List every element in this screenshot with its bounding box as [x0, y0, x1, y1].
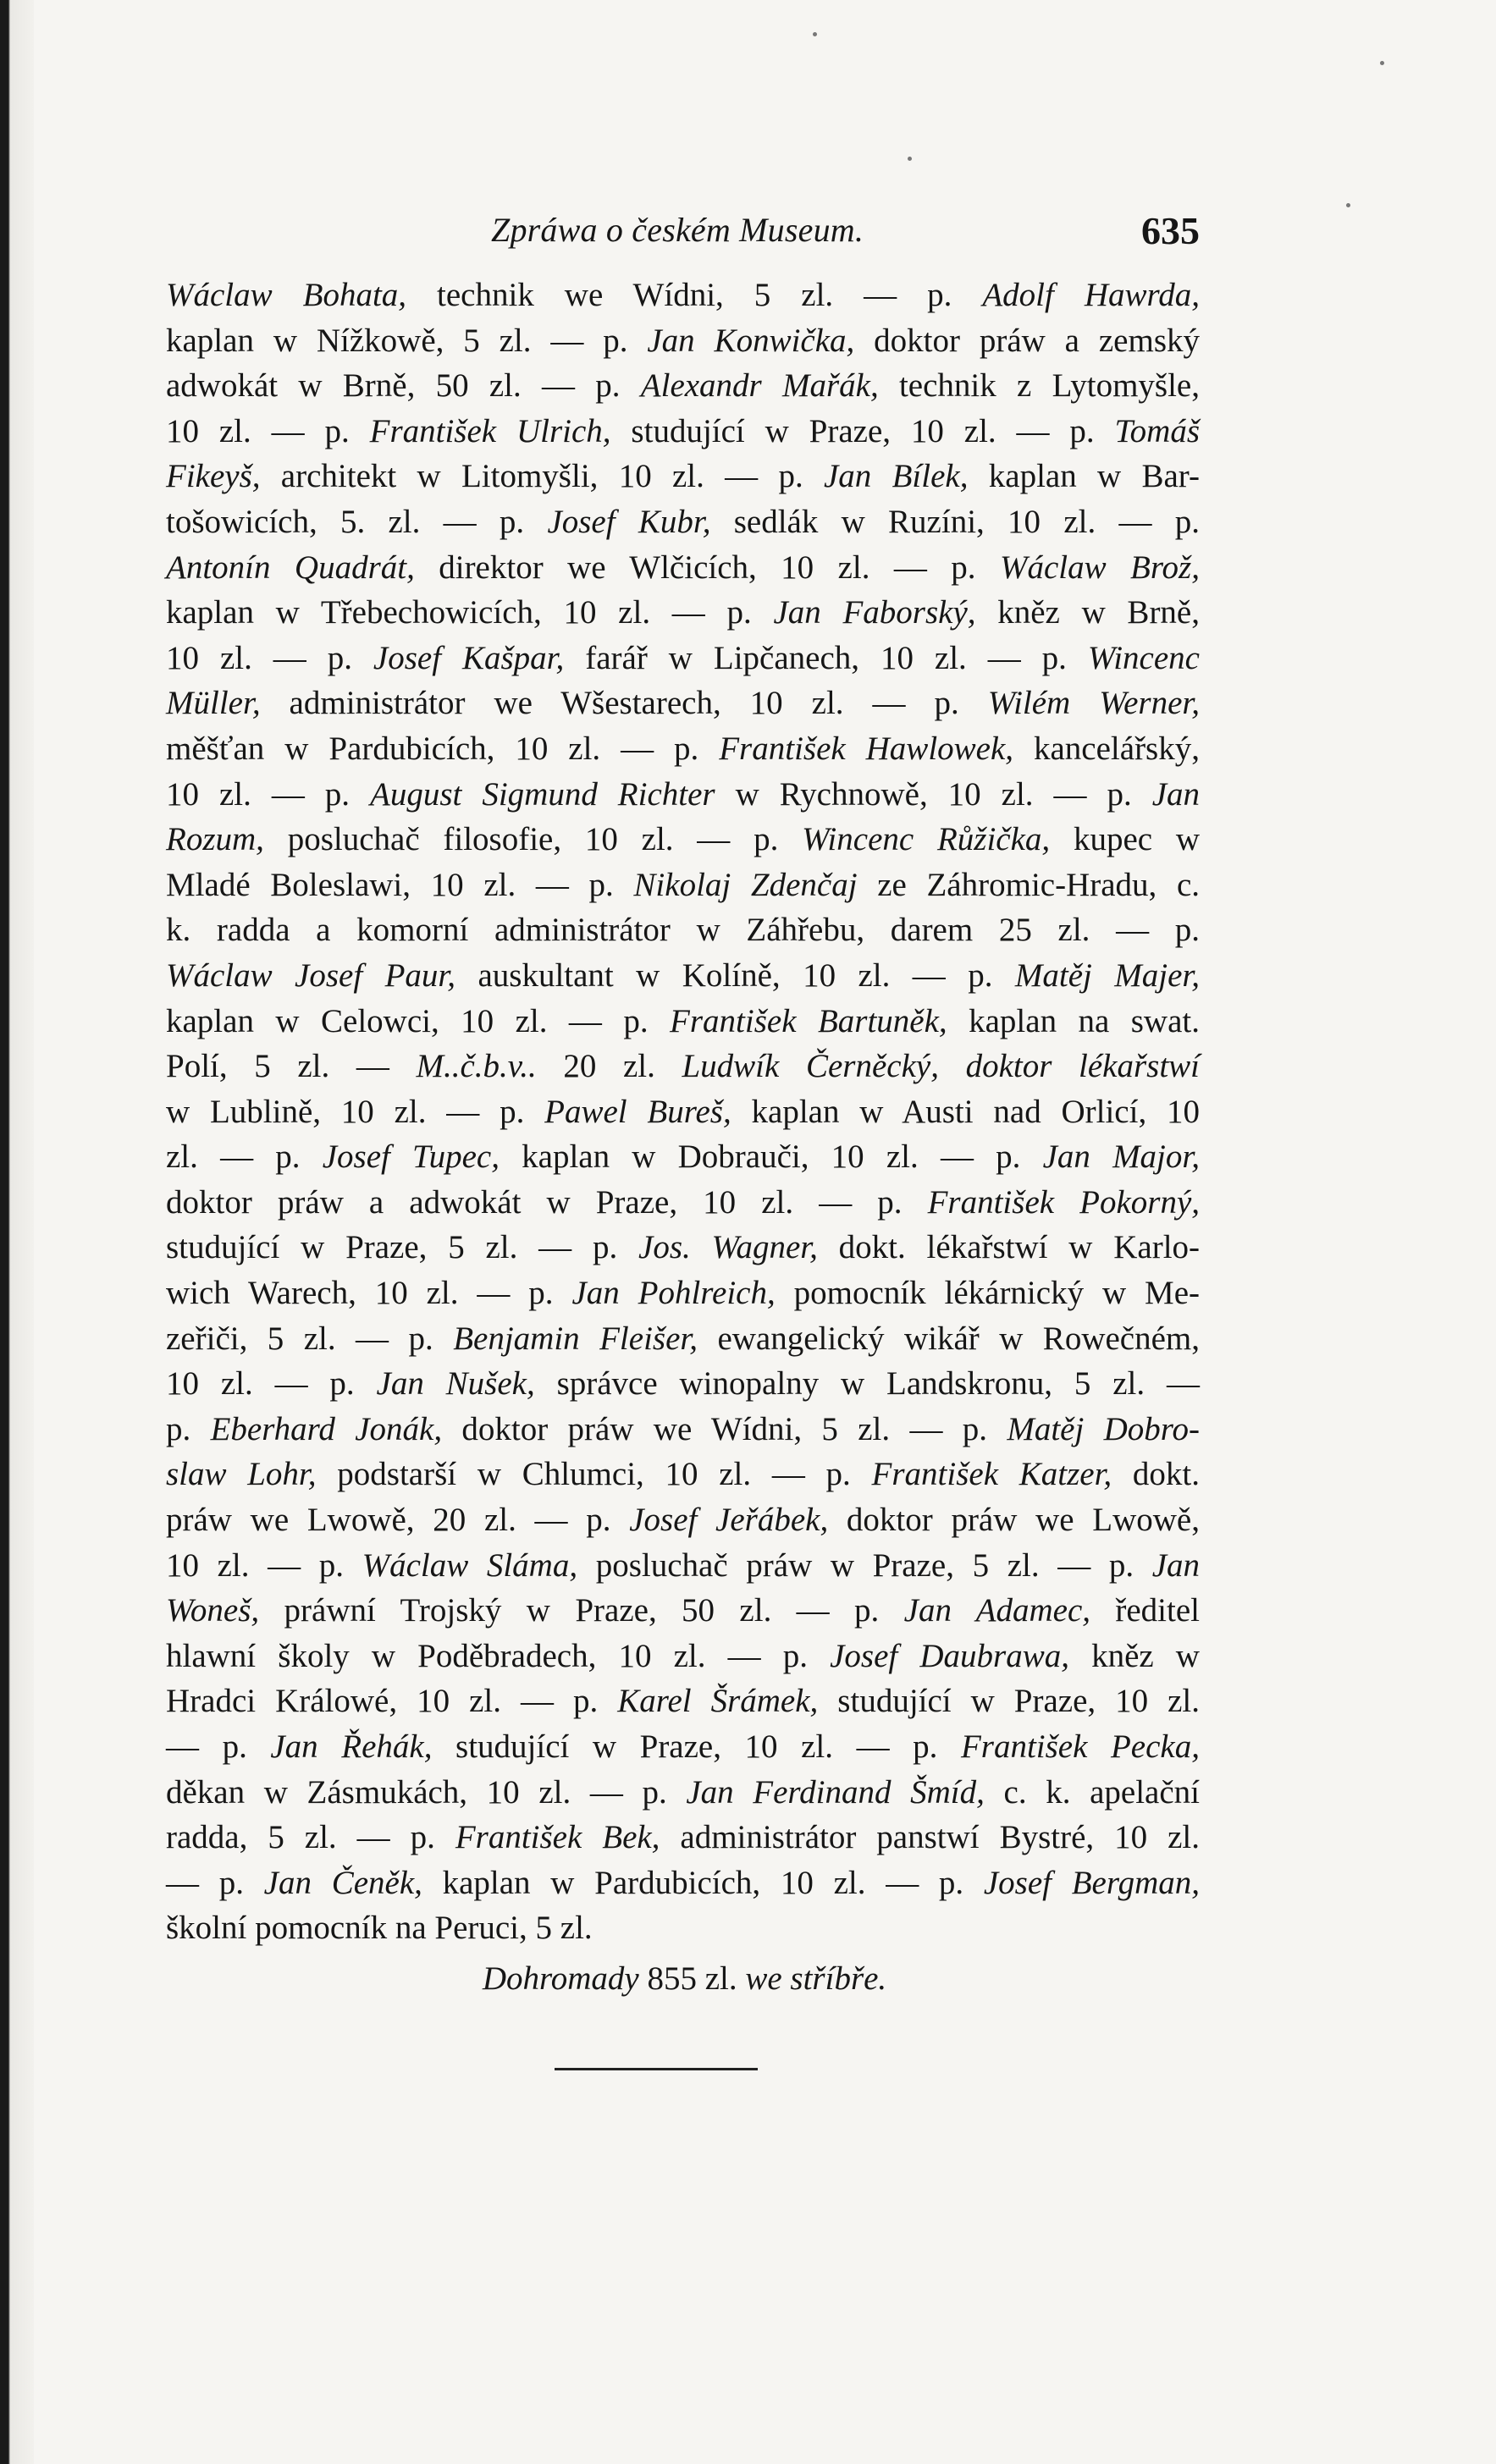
- roman-text: adwokát w Brně, 50 zl. — p.: [166, 367, 641, 405]
- name-italic: M..č.b.v..: [416, 1048, 537, 1085]
- total-amount: 855 zl.: [647, 1960, 737, 1997]
- roman-text: kaplan w Pardubicích, 10 zl. — p.: [422, 1864, 984, 1901]
- roman-text: studující w Praze, 5 zl. — p.: [166, 1229, 639, 1266]
- text-line: [166, 1678, 1200, 1724]
- text-line: [166, 1543, 1200, 1589]
- roman-text: Polí, 5 zl. —: [166, 1048, 417, 1085]
- roman-text: podstarší w Chlumci, 10 zl. — p.: [316, 1456, 872, 1493]
- roman-text: posluchač filosofie, 10 zl. — p.: [263, 821, 803, 858]
- name-italic: Matěj Dobro-: [1007, 1410, 1200, 1447]
- roman-text: ewangelický wikář w Rowečném,: [698, 1320, 1200, 1357]
- name-italic: Josef Tupec,: [322, 1138, 500, 1176]
- name-italic: František Ulrich,: [369, 412, 611, 449]
- roman-text: doktor práw a zemský: [854, 322, 1200, 359]
- roman-text: zl. — p.: [166, 1138, 323, 1176]
- speck: [908, 157, 912, 161]
- roman-text: radda, 5 zl. — p.: [166, 1819, 455, 1856]
- name-italic: Jan Bílek,: [824, 458, 969, 495]
- text-line: [166, 1815, 1200, 1860]
- name-italic: Eberhard Jonák,: [210, 1410, 443, 1447]
- roman-text: dokt. lékařstwí w Karlo-: [817, 1229, 1201, 1266]
- page-header: [169, 210, 1200, 269]
- roman-text: technik we Wídni, 5 zl. — p.: [406, 277, 983, 313]
- text-line: [166, 953, 1200, 999]
- running-title: Zpráwa o českém Museum.: [491, 211, 864, 249]
- name-italic: Wáclaw Sláma,: [362, 1546, 578, 1584]
- total-label: Dohromady: [482, 1960, 639, 1997]
- name-italic: František Pokorný,: [927, 1183, 1201, 1221]
- page-number: 635: [1141, 209, 1200, 252]
- name-italic: Jan: [1151, 775, 1200, 813]
- roman-text: kaplan w Bar-: [968, 458, 1200, 495]
- roman-text: kaplan w Dobrauči, 10 zl. — p.: [499, 1138, 1043, 1176]
- name-italic: Benjamin Fleišer,: [453, 1320, 698, 1357]
- name-italic: Jan Faborský,: [773, 594, 976, 631]
- name-italic: František Pecka,: [960, 1728, 1200, 1765]
- name-italic: Jan Ferdinand Šmíd,: [686, 1773, 985, 1811]
- roman-text: administrátor we Wšestarech, 10 zl. — p.: [260, 685, 988, 722]
- text-line: [166, 1724, 1200, 1770]
- total-suffix: we stříbře.: [745, 1960, 887, 1997]
- roman-text: kněz w Brně,: [975, 594, 1200, 631]
- roman-text: direktor we Wlčicích, 10 zl. — p.: [414, 548, 1000, 586]
- name-italic: Jan Čeněk,: [263, 1864, 422, 1901]
- roman-text: ze Záhromic-Hradu, c.: [857, 866, 1200, 903]
- name-italic: Müller,: [166, 685, 261, 722]
- roman-text: pomocník lékárnický w Me-: [775, 1275, 1200, 1312]
- text-line: [166, 1770, 1200, 1816]
- text-line: [166, 499, 1200, 545]
- roman-text: práw we Lwowě, 20 zl. — p.: [166, 1502, 630, 1539]
- roman-text: děkan w Zásmukách, 10 zl. — p.: [166, 1773, 687, 1811]
- roman-text: studující w Praze, 10 zl. — p.: [432, 1728, 961, 1765]
- body-text: [166, 273, 1200, 1951]
- roman-text: tošowicích, 5. zl. — p.: [166, 503, 548, 540]
- text-line: [166, 1225, 1200, 1271]
- text-line: [166, 681, 1200, 726]
- name-italic: Woneš,: [166, 1592, 260, 1629]
- name-italic: Antonín Quadrát,: [166, 548, 415, 586]
- roman-text: c. k. apelační: [984, 1773, 1200, 1811]
- text-line: [166, 454, 1200, 499]
- name-italic: Wincenc Růžička,: [802, 821, 1051, 858]
- speck: [1380, 61, 1384, 65]
- name-italic: František Hawlowek,: [719, 730, 1014, 767]
- roman-text: studující w Praze, 10 zl.: [818, 1683, 1201, 1720]
- text-line: [166, 999, 1200, 1045]
- text-line: [166, 363, 1200, 409]
- roman-text: wich Warech, 10 zl. — p.: [166, 1275, 572, 1312]
- text-line: [166, 907, 1200, 953]
- roman-text: správce winopalny w Landskronu, 5 zl. —: [534, 1365, 1200, 1403]
- name-italic: August Sigmund Richter: [370, 775, 715, 813]
- roman-text: 20 zl.: [536, 1048, 682, 1085]
- name-italic: Jan: [1151, 1546, 1200, 1584]
- text-line: [166, 817, 1200, 863]
- roman-text: w Lublině, 10 zl. — p.: [166, 1093, 545, 1130]
- text-line: [166, 1905, 1200, 1951]
- roman-text: posluchač práw w Praze, 5 zl. — p.: [577, 1546, 1152, 1584]
- text-line: [166, 1316, 1200, 1362]
- roman-text: studující w Praze, 10 zl. — p.: [610, 412, 1115, 449]
- text-line: [166, 1271, 1200, 1316]
- name-italic: Wáclaw Bohata,: [166, 277, 407, 313]
- name-italic: Josef Jeřábek,: [629, 1502, 829, 1539]
- roman-text: kaplan na swat.: [947, 1002, 1200, 1039]
- text-line: [166, 1634, 1200, 1679]
- name-italic: Matěj Majer,: [1014, 956, 1200, 994]
- roman-text: auskultant w Kolíně, 10 zl. — p.: [455, 956, 1015, 994]
- roman-text: ředitel: [1090, 1592, 1200, 1629]
- roman-text: farář w Lipčanech, 10 zl. — p.: [564, 639, 1088, 676]
- roman-text: doktor práw we Lwowě,: [828, 1502, 1200, 1539]
- name-italic: Alexandr Mařák,: [640, 367, 879, 405]
- roman-text: kancelářský,: [1013, 730, 1200, 767]
- text-line: [166, 1044, 1200, 1089]
- roman-text: hlawní školy w Poděbradech, 10 zl. — p.: [166, 1637, 831, 1674]
- name-italic: Wáclaw Brož,: [999, 548, 1200, 586]
- roman-text: p.: [166, 1410, 211, 1447]
- text-line: [166, 726, 1200, 772]
- name-italic: Jan Nušek,: [376, 1365, 535, 1403]
- name-italic: Adolf Hawrda,: [982, 277, 1200, 313]
- text-line: [166, 273, 1200, 318]
- roman-text: doktor práw a adwokát w Praze, 10 zl. — p.: [166, 1183, 928, 1221]
- name-italic: Ludwík Černěcký, doktor lékařstwí: [682, 1048, 1201, 1085]
- name-italic: Tomáš: [1114, 412, 1200, 449]
- roman-text: w Rychnowě, 10 zl. — p.: [715, 775, 1152, 813]
- text-line: [166, 545, 1200, 591]
- text-line: [166, 318, 1200, 364]
- roman-text: zeřiči, 5 zl. — p.: [166, 1320, 454, 1357]
- roman-text: Mladé Boleslawi, 10 zl. — p.: [166, 866, 634, 903]
- text-line: [166, 1588, 1200, 1634]
- text-line: [166, 863, 1200, 908]
- text-line: [166, 1407, 1200, 1452]
- roman-text: k. radda a komorní administrátor w Záhřebu, darem 25 zl. — p.: [166, 912, 1200, 949]
- name-italic: Jan Řehák,: [270, 1728, 433, 1765]
- roman-text: sedlák w Ruzíni, 10 zl. — p.: [710, 503, 1200, 540]
- name-italic: Jan Pohlreich,: [571, 1275, 776, 1312]
- roman-text: 10 zl. — p.: [166, 1365, 377, 1403]
- text-line: [166, 1497, 1200, 1543]
- text-line: [166, 1180, 1200, 1226]
- name-italic: Jan Major,: [1042, 1138, 1201, 1176]
- speck: [1346, 203, 1350, 207]
- roman-text: práwní Trojský w Praze, 50 zl. — p.: [259, 1592, 904, 1629]
- name-italic: František Katzer,: [871, 1456, 1112, 1493]
- name-italic: Wilém Werner,: [987, 685, 1201, 722]
- roman-text: architekt w Litomyšli, 10 zl. — p.: [260, 458, 824, 495]
- text-line: [166, 1860, 1200, 1906]
- roman-text: 10 zl. — p.: [166, 775, 371, 813]
- text-line: [166, 1361, 1200, 1407]
- roman-text: 10 zl. — p.: [166, 412, 370, 449]
- roman-text: kněz w: [1068, 1637, 1200, 1674]
- roman-text: kaplan w Austi nad Orlicí, 10: [731, 1093, 1200, 1130]
- roman-text: školní pomocník na Peruci, 5 zl.: [166, 1910, 593, 1947]
- text-line: [166, 1089, 1200, 1135]
- text-line: [166, 590, 1200, 636]
- name-italic: Jan Adamec,: [903, 1592, 1091, 1629]
- text-line: [166, 409, 1200, 455]
- roman-text: kaplan w Celowci, 10 zl. — p.: [166, 1002, 671, 1039]
- name-italic: Pawel Bureš,: [544, 1093, 731, 1130]
- roman-text: 10 zl. — p.: [166, 1546, 362, 1584]
- name-italic: Josef Kašpar,: [373, 639, 565, 676]
- name-italic: Nikolaj Zdenčaj: [633, 866, 858, 903]
- roman-text: technik z Lytomyšle,: [878, 367, 1200, 405]
- roman-text: — p.: [166, 1728, 271, 1765]
- roman-text: 10 zl. — p.: [166, 639, 373, 676]
- name-italic: Fikeyš,: [166, 458, 261, 495]
- name-italic: Rozum,: [166, 821, 264, 858]
- roman-text: dokt.: [1112, 1456, 1200, 1493]
- name-italic: František Bartuněk,: [670, 1002, 947, 1039]
- name-italic: Karel Šrámek,: [617, 1683, 819, 1720]
- name-italic: Josef Bergman,: [983, 1864, 1200, 1901]
- roman-text: administrátor panstwí Bystré, 10 zl.: [660, 1819, 1200, 1856]
- name-italic: Josef Kubr,: [547, 503, 711, 540]
- name-italic: Josef Daubrawa,: [830, 1637, 1069, 1674]
- total-line: [169, 1960, 1200, 1998]
- scan-edge: [0, 0, 34, 2464]
- text-line: [166, 772, 1200, 818]
- text-line: [166, 636, 1200, 681]
- roman-text: kaplan w Nížkowě, 5 zl. — p.: [166, 322, 648, 359]
- roman-text: — p.: [166, 1864, 264, 1901]
- roman-text: kupec w: [1050, 821, 1200, 858]
- text-line: [166, 1134, 1200, 1180]
- name-italic: Wáclaw Josef Paur,: [166, 956, 456, 994]
- roman-text: kaplan w Třebechowicích, 10 zl. — p.: [166, 594, 774, 631]
- name-italic: slaw Lohr,: [166, 1456, 317, 1493]
- roman-text: měšťan w Pardubicích, 10 zl. — p.: [166, 730, 720, 767]
- name-italic: František Bek,: [455, 1819, 660, 1856]
- text-line: [166, 1452, 1200, 1497]
- name-italic: Wincenc: [1087, 639, 1200, 676]
- name-italic: Jan Konwička,: [647, 322, 855, 359]
- name-italic: Jos. Wagner,: [638, 1229, 818, 1266]
- roman-text: doktor práw we Wídni, 5 zl. — p.: [442, 1410, 1007, 1447]
- roman-text: Hradci Králowé, 10 zl. — p.: [166, 1683, 618, 1720]
- speck: [813, 32, 817, 36]
- closing-rule: [555, 2068, 758, 2070]
